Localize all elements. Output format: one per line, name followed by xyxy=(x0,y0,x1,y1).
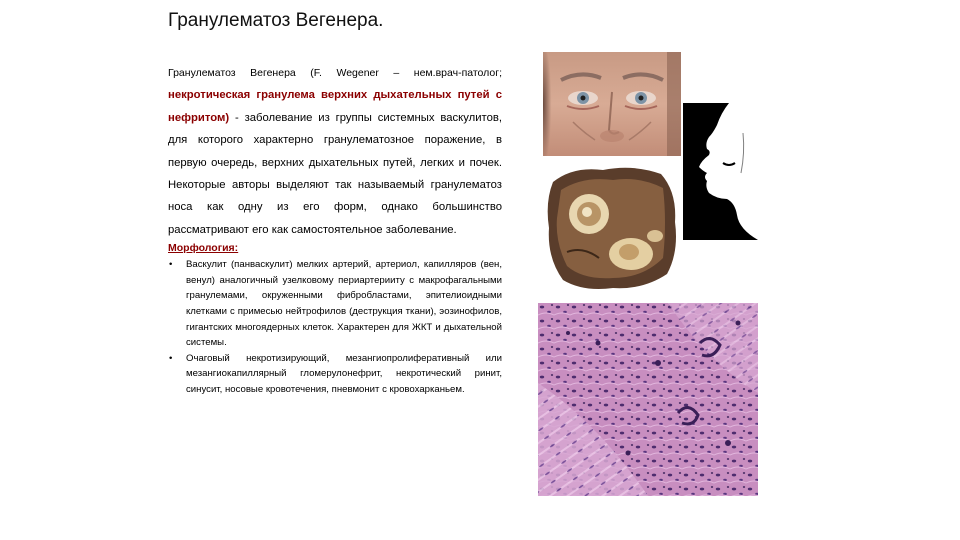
histology-photo xyxy=(538,303,758,496)
bullet-icon: • xyxy=(169,352,173,364)
list-item-text: Васкулит (панваскулит) мелких артерий, артериол, капилляров (вен, венул) аналогичный узелковому периартерииту с макрофагальными гранулемами, окруженными фибробластами, эпителиоидными клетками с примесью нейтрофилов (деструкция ткани), эозинофилов, гигантских многоядерных клеток. Характерен для ЖКТ и дыхательной системы. xyxy=(186,259,502,349)
list-item-text: Очаговый некротизирующий, мезангиопролиферативный или мезангиокапиллярный гломерулонефрит, некротический ринит, синусит, носовые кровотечения, пневмонит с кровохарканьем. xyxy=(186,352,502,395)
patient-face-photo xyxy=(543,52,681,156)
patient-profile-photo xyxy=(683,103,758,240)
morphology-heading: Морфология: xyxy=(168,242,239,255)
intro-highlight: некротическая гранулема верхних дыхательных путей с нефритом) xyxy=(168,89,502,124)
text-column xyxy=(168,62,502,398)
bullet-icon: • xyxy=(169,259,173,271)
list-item xyxy=(168,351,502,398)
slide-title: Гранулематоз Вегенера. xyxy=(168,10,384,31)
morphology-list xyxy=(168,257,502,397)
intro-lead: Гранулематоз Вегенера (F. Wegener – нем.врач-патолог; xyxy=(168,67,502,79)
intro-rest: - заболевание из группы системных васкулитов, для которого характерно гранулематозное поражение, в первую очередь, верхних дыхательных путей, легких и почек. Некоторые авторы выделяют так называемый гранулематоз носа как одну из его форм, однако большинство рассматривают его как самостоятельное заболевание. xyxy=(168,111,502,236)
list-item xyxy=(168,257,502,351)
gross-specimen-photo xyxy=(543,162,681,294)
intro-paragraph xyxy=(168,62,502,241)
